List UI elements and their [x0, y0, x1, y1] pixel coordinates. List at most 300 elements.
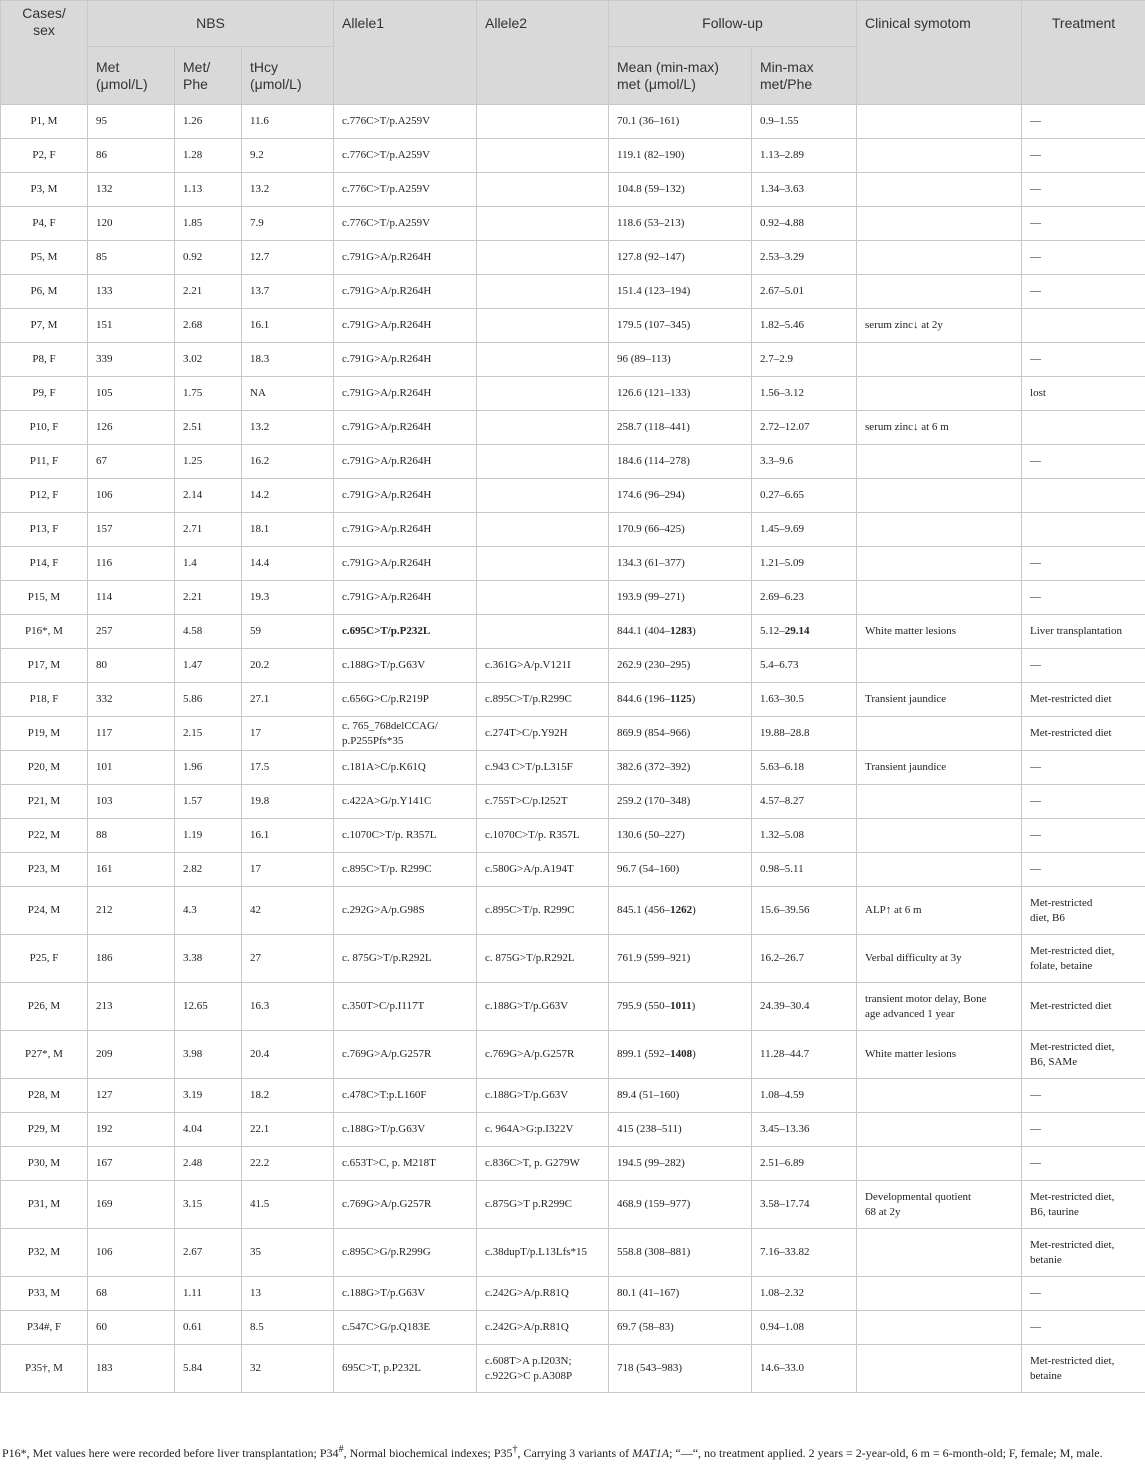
mean-text: 119.1 (82–190) — [617, 149, 685, 161]
table-row — [1, 241, 1145, 275]
cell-treatment: Met-restricted diet, betaine — [1022, 1345, 1145, 1393]
cell-clinical-symptom — [857, 1079, 1022, 1113]
minmax-text: 5.4–6.73 — [760, 659, 799, 671]
cell-allele2: c.943 C>T/p.L315F — [477, 751, 609, 785]
cell-met-phe: 2.68 — [175, 309, 242, 343]
cell-thcy: 9.2 — [242, 139, 334, 173]
table-row — [1, 983, 1145, 1031]
cell-treatment — [1022, 309, 1145, 343]
minmax-text: 1.32–5.08 — [760, 829, 804, 841]
mean-bold: 1408 — [670, 1048, 693, 1060]
mean-text: 184.6 (114–278) — [617, 455, 690, 467]
cell-allele2: c.242G>A/p.R81Q — [477, 1311, 609, 1345]
cell-allele2: c.875G>T p.R299C — [477, 1181, 609, 1229]
cell-met: 186 — [88, 935, 175, 983]
cell-allele2 — [477, 377, 609, 411]
cell-allele1: c. 765_768delCCAG/ p.P255Pfs*35 — [334, 717, 477, 751]
cell-met-phe: 1.47 — [175, 649, 242, 683]
header-follow-up: Follow-up — [609, 1, 857, 47]
cell-allele1: c.791G>A/p.R264H — [334, 581, 477, 615]
cell-met: 192 — [88, 1113, 175, 1147]
mean-close: ) — [692, 904, 696, 916]
cell-thcy: 17 — [242, 717, 334, 751]
cell-mean-met — [609, 853, 752, 887]
minmax-text: 14.6–33.0 — [760, 1362, 804, 1374]
cell-clinical-symptom — [857, 785, 1022, 819]
cell-treatment — [1022, 513, 1145, 547]
footnote-part2: , Normal biochemical indexes; P35 — [343, 1446, 513, 1460]
mean-text: 845.1 (456– — [617, 904, 671, 916]
cell-met-phe: 1.96 — [175, 751, 242, 785]
cell-allele2: c.769G>A/p.G257R — [477, 1031, 609, 1079]
cell-clinical-symptom — [857, 1277, 1022, 1311]
cell-mean-met — [609, 983, 752, 1031]
cell-thcy: 16.1 — [242, 819, 334, 853]
cell-clinical-symptom — [857, 1345, 1022, 1393]
cell-met: 126 — [88, 411, 175, 445]
cell-met-phe: 4.04 — [175, 1113, 242, 1147]
cell-clinical-symptom — [857, 1147, 1022, 1181]
cell-mean-met — [609, 615, 752, 649]
mean-bold: 1262 — [670, 904, 693, 916]
minmax-text: 0.27–6.65 — [760, 489, 804, 501]
cell-case: P29, M — [1, 1113, 88, 1147]
cell-met-phe: 2.15 — [175, 717, 242, 751]
cell-clinical-symptom — [857, 479, 1022, 513]
cell-allele2: c. 964A>G:p.I322V — [477, 1113, 609, 1147]
mean-text: 468.9 (159–977) — [617, 1198, 691, 1210]
cell-met: 106 — [88, 1229, 175, 1277]
cell-minmax-met-phe — [752, 717, 857, 751]
mean-text: 899.1 (592– — [617, 1048, 671, 1060]
cell-minmax-met-phe — [752, 1229, 857, 1277]
cell-clinical-symptom: Verbal difficulty at 3y — [857, 935, 1022, 983]
cell-minmax-met-phe — [752, 513, 857, 547]
header-minmax-met-phe: Min-max met/Phe — [752, 47, 857, 105]
cell-treatment: — — [1022, 581, 1145, 615]
header-clinical-symptom: Clinical symotom — [857, 1, 1022, 105]
mean-text: 89.4 (51–160) — [617, 1089, 680, 1101]
cell-allele2: c. 875G>T/p.R292L — [477, 935, 609, 983]
cell-allele1: c.791G>A/p.R264H — [334, 547, 477, 581]
table-row — [1, 581, 1145, 615]
cell-met: 106 — [88, 479, 175, 513]
cell-mean-met — [609, 139, 752, 173]
mean-bold: 1011 — [670, 1000, 692, 1012]
minmax-bold: 29.14 — [784, 625, 810, 637]
cell-mean-met — [609, 445, 752, 479]
cell-allele2: c.836C>T, p. G279W — [477, 1147, 609, 1181]
cell-clinical-symptom — [857, 513, 1022, 547]
header-allele2: Allele2 — [477, 1, 609, 105]
cell-met-phe: 1.26 — [175, 105, 242, 139]
cell-mean-met — [609, 513, 752, 547]
cell-minmax-met-phe — [752, 887, 857, 935]
cell-allele2 — [477, 547, 609, 581]
cell-case: P28, M — [1, 1079, 88, 1113]
cell-clinical-symptom: ALP↑ at 6 m — [857, 887, 1022, 935]
cell-mean-met — [609, 1147, 752, 1181]
cell-allele2: c.895C>T/p.R299C — [477, 683, 609, 717]
header-treatment: Treatment — [1022, 1, 1145, 105]
cell-allele1: c.895C>G/p.R299G — [334, 1229, 477, 1277]
cell-met: 167 — [88, 1147, 175, 1181]
cell-clinical-symptom: Transient jaundice — [857, 683, 1022, 717]
mean-text: 193.9 (99–271) — [617, 591, 685, 603]
minmax-text: 2.67–5.01 — [760, 285, 804, 297]
cell-met: 101 — [88, 751, 175, 785]
cell-thcy: 13.2 — [242, 411, 334, 445]
minmax-text: 19.88–28.8 — [760, 727, 810, 739]
cell-case: P34#, F — [1, 1311, 88, 1345]
minmax-text: 11.28–44.7 — [760, 1048, 810, 1060]
mean-text: 718 (543–983) — [617, 1362, 683, 1374]
cell-thcy: 8.5 — [242, 1311, 334, 1345]
cell-thcy: 14.4 — [242, 547, 334, 581]
mean-close: ) — [692, 625, 696, 637]
cell-allele2 — [477, 479, 609, 513]
cell-met-phe: 2.67 — [175, 1229, 242, 1277]
mean-text: 194.5 (99–282) — [617, 1157, 685, 1169]
cell-met-phe: 1.28 — [175, 139, 242, 173]
cell-minmax-met-phe — [752, 173, 857, 207]
cell-met-phe: 2.14 — [175, 479, 242, 513]
cell-clinical-symptom: White matter lesions — [857, 1031, 1022, 1079]
mean-close: ) — [691, 693, 696, 705]
cell-treatment: — — [1022, 207, 1145, 241]
table-row — [1, 819, 1145, 853]
cell-met: 183 — [88, 1345, 175, 1393]
cell-clinical-symptom — [857, 241, 1022, 275]
cell-met: 95 — [88, 105, 175, 139]
cell-minmax-met-phe — [752, 649, 857, 683]
cell-mean-met — [609, 717, 752, 751]
table-row — [1, 887, 1145, 935]
cell-met-phe: 2.48 — [175, 1147, 242, 1181]
minmax-text: 1.56–3.12 — [760, 387, 804, 399]
cell-allele2 — [477, 139, 609, 173]
cell-allele1: c.656G>C/p.R219P — [334, 683, 477, 717]
table-row — [1, 309, 1145, 343]
cell-clinical-symptom: serum zinc↓ at 2y — [857, 309, 1022, 343]
cell-met-phe: 2.21 — [175, 275, 242, 309]
cell-thcy: NA — [242, 377, 334, 411]
cell-met: 88 — [88, 819, 175, 853]
cell-treatment: — — [1022, 1147, 1145, 1181]
cell-minmax-met-phe — [752, 343, 857, 377]
table-row — [1, 275, 1145, 309]
cell-case: P35†, M — [1, 1345, 88, 1393]
cell-met-phe: 0.61 — [175, 1311, 242, 1345]
cell-thcy: 13 — [242, 1277, 334, 1311]
cell-thcy: 41.5 — [242, 1181, 334, 1229]
cell-case: P30, M — [1, 1147, 88, 1181]
cell-met-phe: 3.02 — [175, 343, 242, 377]
cell-allele2 — [477, 275, 609, 309]
mean-text: 558.8 (308–881) — [617, 1246, 691, 1258]
cell-treatment: lost — [1022, 377, 1145, 411]
cell-treatment: — — [1022, 343, 1145, 377]
minmax-text: 1.21–5.09 — [760, 557, 804, 569]
cell-case: P10, F — [1, 411, 88, 445]
mean-text: 104.8 (59–132) — [617, 183, 685, 195]
cell-clinical-symptom: transient motor delay, Bone age advanced 1 year — [857, 983, 1022, 1031]
cell-allele2: c.1070C>T/p. R357L — [477, 819, 609, 853]
cell-thcy: 14.2 — [242, 479, 334, 513]
table-row — [1, 751, 1145, 785]
cell-allele1: c.653T>C, p. M218T — [334, 1147, 477, 1181]
cell-allele2: c.188G>T/p.G63V — [477, 983, 609, 1031]
cell-case: P22, M — [1, 819, 88, 853]
cell-minmax-met-phe — [752, 139, 857, 173]
cell-case: P5, M — [1, 241, 88, 275]
minmax-text: 2.7–2.9 — [760, 353, 793, 365]
cell-mean-met — [609, 105, 752, 139]
cell-met: 86 — [88, 139, 175, 173]
cell-met: 169 — [88, 1181, 175, 1229]
cell-allele1: c.776C>T/p.A259V — [334, 173, 477, 207]
mean-text: 259.2 (170–348) — [617, 795, 691, 807]
cell-mean-met — [609, 343, 752, 377]
cell-treatment: — — [1022, 785, 1145, 819]
cell-treatment: Met-restricted diet — [1022, 717, 1145, 751]
cell-thcy: 18.2 — [242, 1079, 334, 1113]
cell-clinical-symptom — [857, 581, 1022, 615]
cell-allele1: c.895C>T/p. R299C — [334, 853, 477, 887]
cell-allele2: c.608T>A p.I203N; c.922G>C p.A308P — [477, 1345, 609, 1393]
cell-met-phe: 1.11 — [175, 1277, 242, 1311]
cell-treatment: Met-restricted diet, B6 — [1022, 887, 1145, 935]
cell-thcy: 22.2 — [242, 1147, 334, 1181]
cell-allele1: c.181A>C/p.K61Q — [334, 751, 477, 785]
cell-met: 257 — [88, 615, 175, 649]
cell-allele1: c.791G>A/p.R264H — [334, 411, 477, 445]
cell-met-phe: 12.65 — [175, 983, 242, 1031]
cell-case: P6, M — [1, 275, 88, 309]
cell-case: P12, F — [1, 479, 88, 513]
minmax-text: 1.34–3.63 — [760, 183, 804, 195]
cell-case: P25, F — [1, 935, 88, 983]
table-row — [1, 445, 1145, 479]
cell-mean-met — [609, 1277, 752, 1311]
cell-case: P33, M — [1, 1277, 88, 1311]
cell-minmax-met-phe — [752, 1031, 857, 1079]
cell-met: 105 — [88, 377, 175, 411]
mean-text: 382.6 (372–392) — [617, 761, 691, 773]
mean-text: 151.4 (123–194) — [617, 285, 691, 297]
cell-minmax-met-phe — [752, 819, 857, 853]
cell-mean-met — [609, 275, 752, 309]
table-row — [1, 105, 1145, 139]
cell-mean-met — [609, 1181, 752, 1229]
cell-clinical-symptom — [857, 1229, 1022, 1277]
cell-thcy: 13.2 — [242, 173, 334, 207]
minmax-text: 24.39–30.4 — [760, 1000, 810, 1012]
cell-met: 80 — [88, 649, 175, 683]
cell-case: P18, F — [1, 683, 88, 717]
cell-treatment: Met-restricted diet, B6, SAMe — [1022, 1031, 1145, 1079]
cell-met: 60 — [88, 1311, 175, 1345]
cell-met-phe: 1.57 — [175, 785, 242, 819]
cell-case: P14, F — [1, 547, 88, 581]
cell-thcy: 16.3 — [242, 983, 334, 1031]
minmax-text: 15.6–39.56 — [760, 904, 810, 916]
cell-minmax-met-phe — [752, 105, 857, 139]
cell-mean-met — [609, 173, 752, 207]
cell-clinical-symptom — [857, 105, 1022, 139]
cell-case: P32, M — [1, 1229, 88, 1277]
mean-text: 869.9 (854–966) — [617, 727, 691, 739]
table-row — [1, 1345, 1145, 1393]
cell-allele2: c.274T>C/p.Y92H — [477, 717, 609, 751]
cell-thcy: 59 — [242, 615, 334, 649]
table-row — [1, 547, 1145, 581]
cell-met-phe: 3.19 — [175, 1079, 242, 1113]
mean-text: 80.1 (41–167) — [617, 1287, 680, 1299]
cell-allele2 — [477, 173, 609, 207]
cell-mean-met — [609, 819, 752, 853]
minmax-text: 3.3–9.6 — [760, 455, 793, 467]
footnote-part3: , Carrying 3 variants of — [517, 1446, 633, 1460]
table-footnote — [2, 1441, 1142, 1462]
cell-thcy: 22.1 — [242, 1113, 334, 1147]
cell-allele1: c.791G>A/p.R264H — [334, 445, 477, 479]
cell-treatment: Met-restricted diet — [1022, 683, 1145, 717]
cell-allele1: c.791G>A/p.R264H — [334, 309, 477, 343]
cell-met: 332 — [88, 683, 175, 717]
cell-thcy: 20.4 — [242, 1031, 334, 1079]
cell-thcy: 18.3 — [242, 343, 334, 377]
cell-minmax-met-phe — [752, 479, 857, 513]
cell-treatment: — — [1022, 547, 1145, 581]
mean-text: 262.9 (230–295) — [617, 659, 691, 671]
cell-allele1: 695C>T, p.P232L — [334, 1345, 477, 1393]
cell-clinical-symptom — [857, 1311, 1022, 1345]
cell-treatment: — — [1022, 445, 1145, 479]
cell-minmax-met-phe — [752, 751, 857, 785]
cell-treatment: — — [1022, 1079, 1145, 1113]
cell-thcy: 19.3 — [242, 581, 334, 615]
cell-allele1: c.695C>T/p.P232L — [334, 615, 477, 649]
cell-clinical-symptom — [857, 173, 1022, 207]
cell-minmax-met-phe — [752, 1079, 857, 1113]
cell-allele1: c.478C>T:p.L160F — [334, 1079, 477, 1113]
table-body — [1, 105, 1145, 1393]
cell-mean-met — [609, 649, 752, 683]
cell-met: 339 — [88, 343, 175, 377]
cell-thcy: 16.1 — [242, 309, 334, 343]
cell-mean-met — [609, 1113, 752, 1147]
cell-case: P23, M — [1, 853, 88, 887]
mean-text: 96 (89–113) — [617, 353, 671, 365]
cell-met: 151 — [88, 309, 175, 343]
cell-met: 68 — [88, 1277, 175, 1311]
cell-allele2 — [477, 241, 609, 275]
cell-treatment: — — [1022, 1277, 1145, 1311]
mean-text: 170.9 (66–425) — [617, 523, 685, 535]
cell-allele1: c.791G>A/p.R264H — [334, 343, 477, 377]
cell-minmax-met-phe — [752, 445, 857, 479]
cell-case: P4, F — [1, 207, 88, 241]
cell-allele1: c.292G>A/p.G98S — [334, 887, 477, 935]
cell-met-phe: 5.86 — [175, 683, 242, 717]
cell-clinical-symptom — [857, 547, 1022, 581]
cell-met: 157 — [88, 513, 175, 547]
table-row — [1, 479, 1145, 513]
minmax-text: 0.92–4.88 — [760, 217, 804, 229]
cell-case: P26, M — [1, 983, 88, 1031]
cell-met-phe: 4.58 — [175, 615, 242, 649]
header-met-phe: Met/ Phe — [175, 47, 242, 105]
cell-clinical-symptom — [857, 275, 1022, 309]
cell-met: 120 — [88, 207, 175, 241]
cell-allele2 — [477, 207, 609, 241]
cell-minmax-met-phe — [752, 935, 857, 983]
cell-mean-met — [609, 1345, 752, 1393]
mean-text: 844.6 (196– — [617, 693, 671, 705]
cell-treatment: Met-restricted diet, folate, betaine — [1022, 935, 1145, 983]
mean-text: 69.7 (58–83) — [617, 1321, 674, 1333]
table-row — [1, 1229, 1145, 1277]
header-nbs: NBS — [88, 1, 334, 47]
footnote-part4: ; “—“, no treatment applied. 2 years = 2-year-old, 6 m = 6-month-old; F, female; M, male. — [669, 1446, 1103, 1460]
cell-met: 117 — [88, 717, 175, 751]
cell-met: 127 — [88, 1079, 175, 1113]
cell-mean-met — [609, 683, 752, 717]
table-row — [1, 173, 1145, 207]
cell-allele1: c.791G>A/p.R264H — [334, 479, 477, 513]
cell-case: P1, M — [1, 105, 88, 139]
cell-allele1: c. 875G>T/p.R292L — [334, 935, 477, 983]
minmax-text: 2.53–3.29 — [760, 251, 804, 263]
cell-case: P19, M — [1, 717, 88, 751]
mean-text: 130.6 (50–227) — [617, 829, 685, 841]
cell-met-phe: 4.3 — [175, 887, 242, 935]
cell-clinical-symptom — [857, 853, 1022, 887]
cell-treatment: — — [1022, 173, 1145, 207]
cell-mean-met — [609, 207, 752, 241]
cell-case: P21, M — [1, 785, 88, 819]
minmax-text: 4.57–8.27 — [760, 795, 804, 807]
cell-allele2 — [477, 309, 609, 343]
cell-met: 209 — [88, 1031, 175, 1079]
mean-text: 258.7 (118–441) — [617, 421, 690, 433]
minmax-text: 1.08–4.59 — [760, 1089, 804, 1101]
cell-allele1: c.791G>A/p.R264H — [334, 513, 477, 547]
cell-allele2 — [477, 615, 609, 649]
cell-minmax-met-phe — [752, 1345, 857, 1393]
table-row — [1, 377, 1145, 411]
cell-case: P3, M — [1, 173, 88, 207]
cell-minmax-met-phe — [752, 1181, 857, 1229]
cell-treatment: — — [1022, 819, 1145, 853]
cell-allele1: c.776C>T/p.A259V — [334, 207, 477, 241]
table-row — [1, 1031, 1145, 1079]
cell-met: 133 — [88, 275, 175, 309]
cell-allele1: c.188G>T/p.G63V — [334, 1277, 477, 1311]
minmax-text: 3.58–17.74 — [760, 1198, 810, 1210]
cell-minmax-met-phe — [752, 377, 857, 411]
cell-thcy: 12.7 — [242, 241, 334, 275]
table-row — [1, 513, 1145, 547]
table-row — [1, 853, 1145, 887]
cell-minmax-met-phe — [752, 1277, 857, 1311]
cell-allele1: c.776C>T/p.A259V — [334, 139, 477, 173]
cell-minmax-met-phe — [752, 1113, 857, 1147]
header-thcy: tHcy (μmol/L) — [242, 47, 334, 105]
header-cases-sex: Cases/ sex — [1, 1, 88, 105]
minmax-text: 1.45–9.69 — [760, 523, 804, 535]
